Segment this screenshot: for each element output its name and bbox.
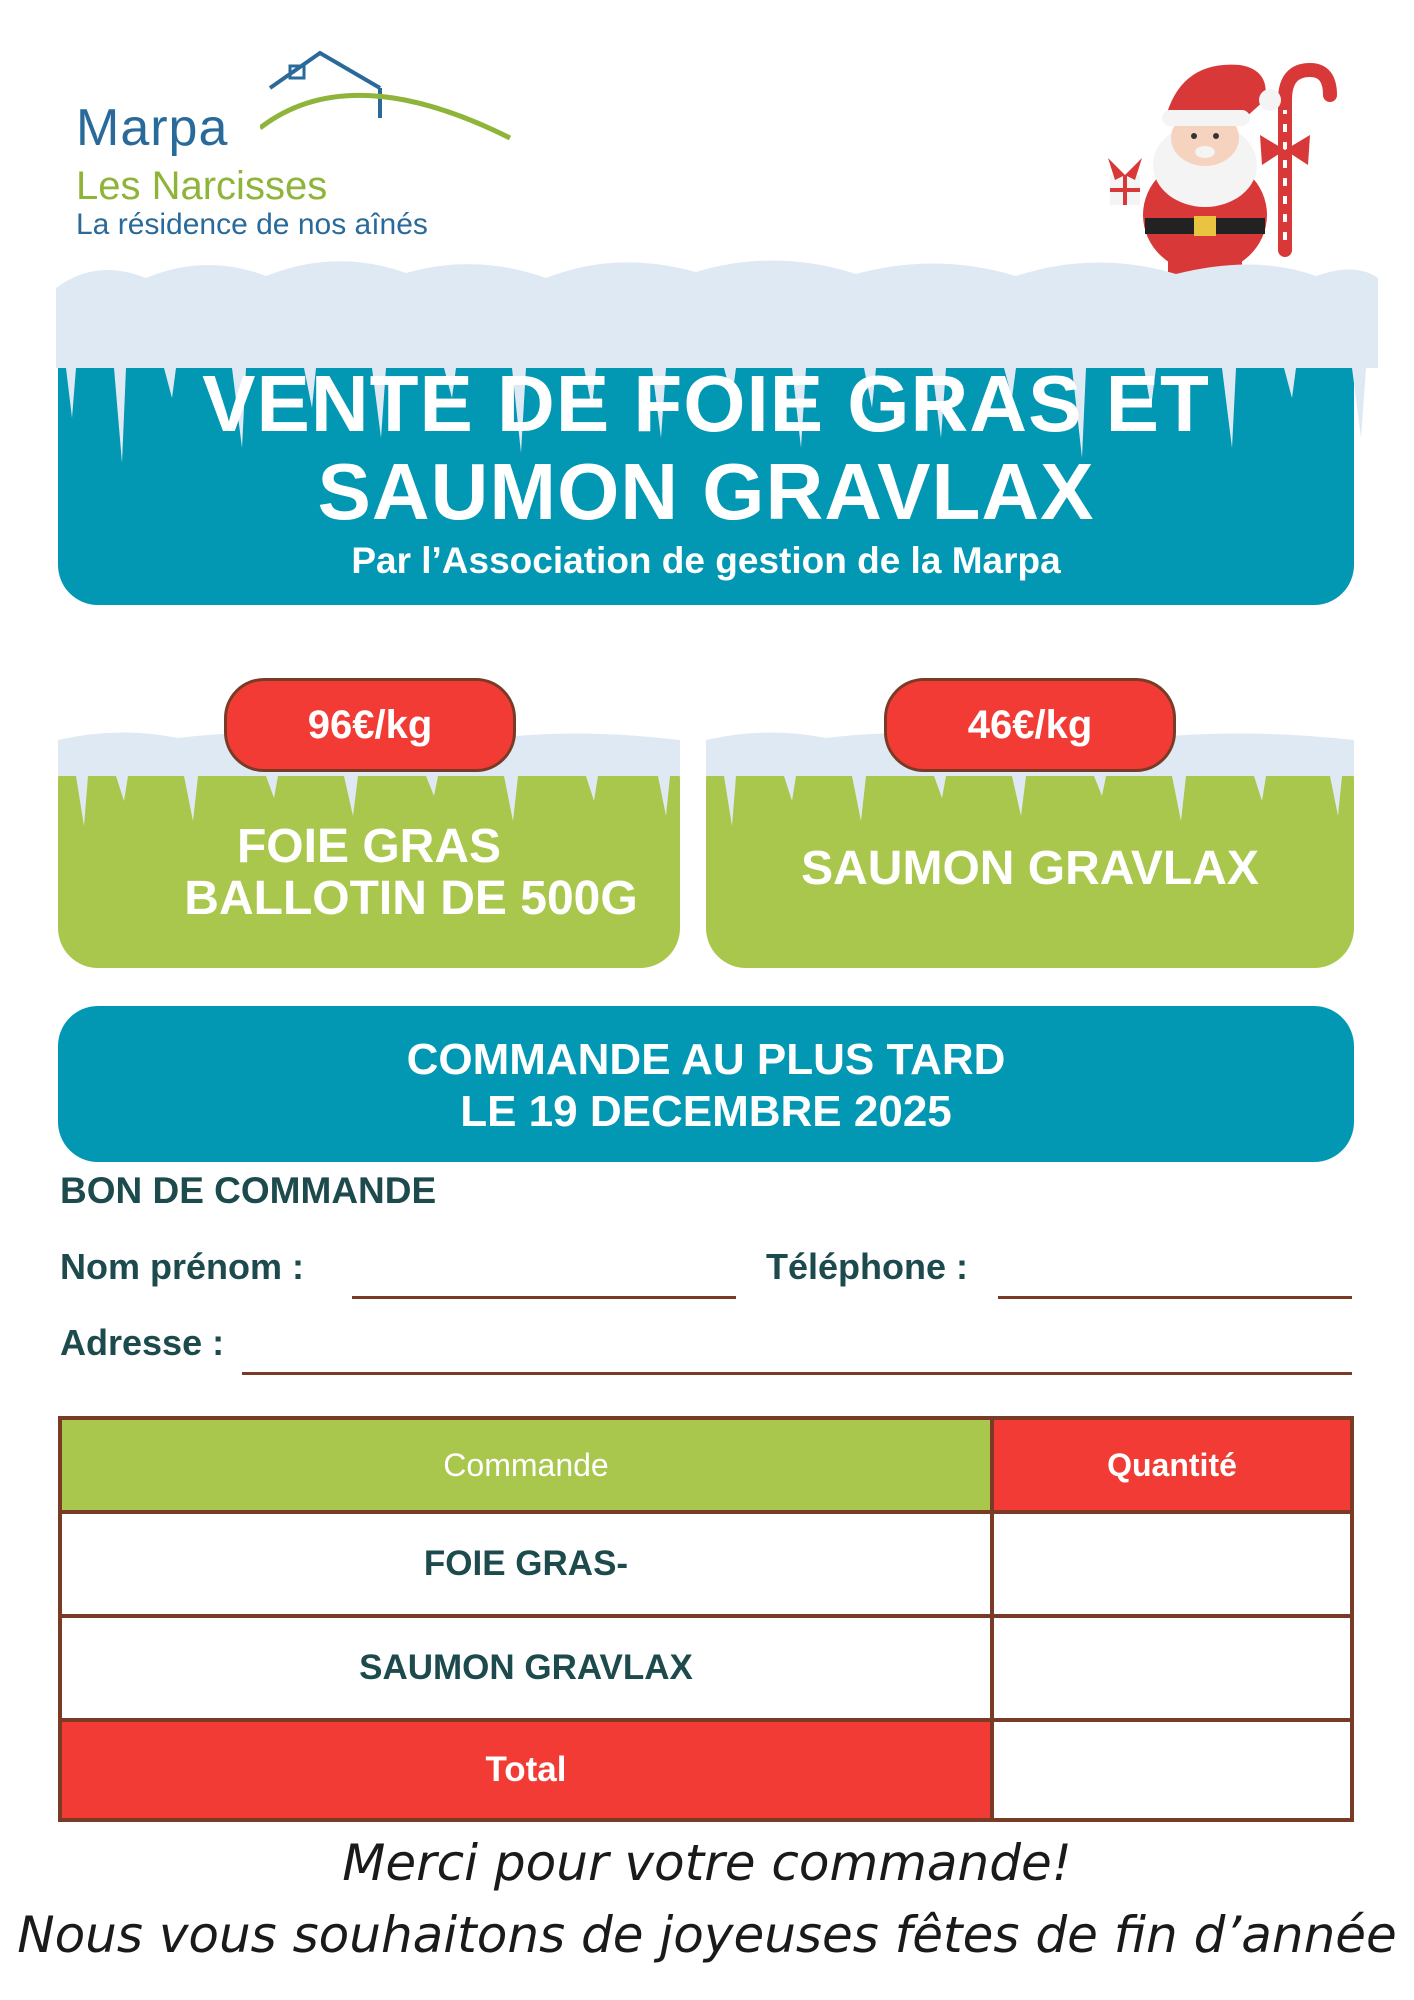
quantity-cell-total[interactable] (994, 1722, 1350, 1818)
page-subtitle: Par l’Association de gestion de la Marpa (351, 540, 1061, 581)
title-line-2: SAUMON GRAVLAX (317, 447, 1095, 536)
product-label-ballotin: BALLOTIN DE 500G (184, 872, 638, 925)
table-header-quantity: Quantité (990, 1420, 1350, 1510)
product-label-foie-gras: FOIE GRAS (236, 820, 502, 873)
price-badge-saumon-gravlax: 46€/kg (884, 678, 1176, 772)
table-row-saumon-gravlax: SAUMON GRAVLAX (359, 1648, 693, 1687)
phone-field-label: Téléphone : (766, 1246, 969, 1287)
logo-subtitle: Les Narcisses (76, 164, 328, 208)
deadline-text (58, 1034, 1354, 1138)
house-roof-icon (260, 48, 520, 148)
quantity-cell-foie-gras[interactable] (994, 1514, 1350, 1614)
order-table (58, 1416, 1354, 1822)
deadline-line-2: LE 19 DECEMBRE 2025 (460, 1087, 952, 1136)
table-header-order: Commande (62, 1420, 990, 1510)
page-title (58, 360, 1354, 536)
quantity-cell-saumon-gravlax[interactable] (994, 1618, 1350, 1718)
address-field-label: Adresse : (60, 1322, 225, 1363)
logo-tagline: La résidence de nos aînés (76, 208, 428, 241)
title-line-1: VENTE DE FOIE GRAS ET (202, 359, 1210, 448)
logo-name: Marpa (76, 99, 229, 157)
name-field-label: Nom prénom : (60, 1246, 305, 1287)
name-field[interactable] (352, 1296, 736, 1299)
holiday-wishes-message: Nous vous souhaitons de joyeuses fêtes de fin d’année (17, 1906, 1397, 1964)
table-row-foie-gras: FOIE GRAS- (423, 1544, 629, 1583)
marpa-logo (70, 48, 470, 248)
thank-you-message: Merci pour votre commande! (342, 1834, 1072, 1892)
price-badge-foie-gras: 96€/kg (224, 678, 516, 772)
deadline-line-1: COMMANDE AU PLUS TARD (406, 1035, 1006, 1084)
address-field[interactable] (242, 1372, 1352, 1375)
phone-field[interactable] (998, 1296, 1352, 1299)
product-label-saumon-gravlax: SAUMON GRAVLAX (801, 842, 1259, 895)
order-form-title: BON DE COMMANDE (60, 1170, 437, 1211)
table-row-total: Total (62, 1722, 990, 1818)
